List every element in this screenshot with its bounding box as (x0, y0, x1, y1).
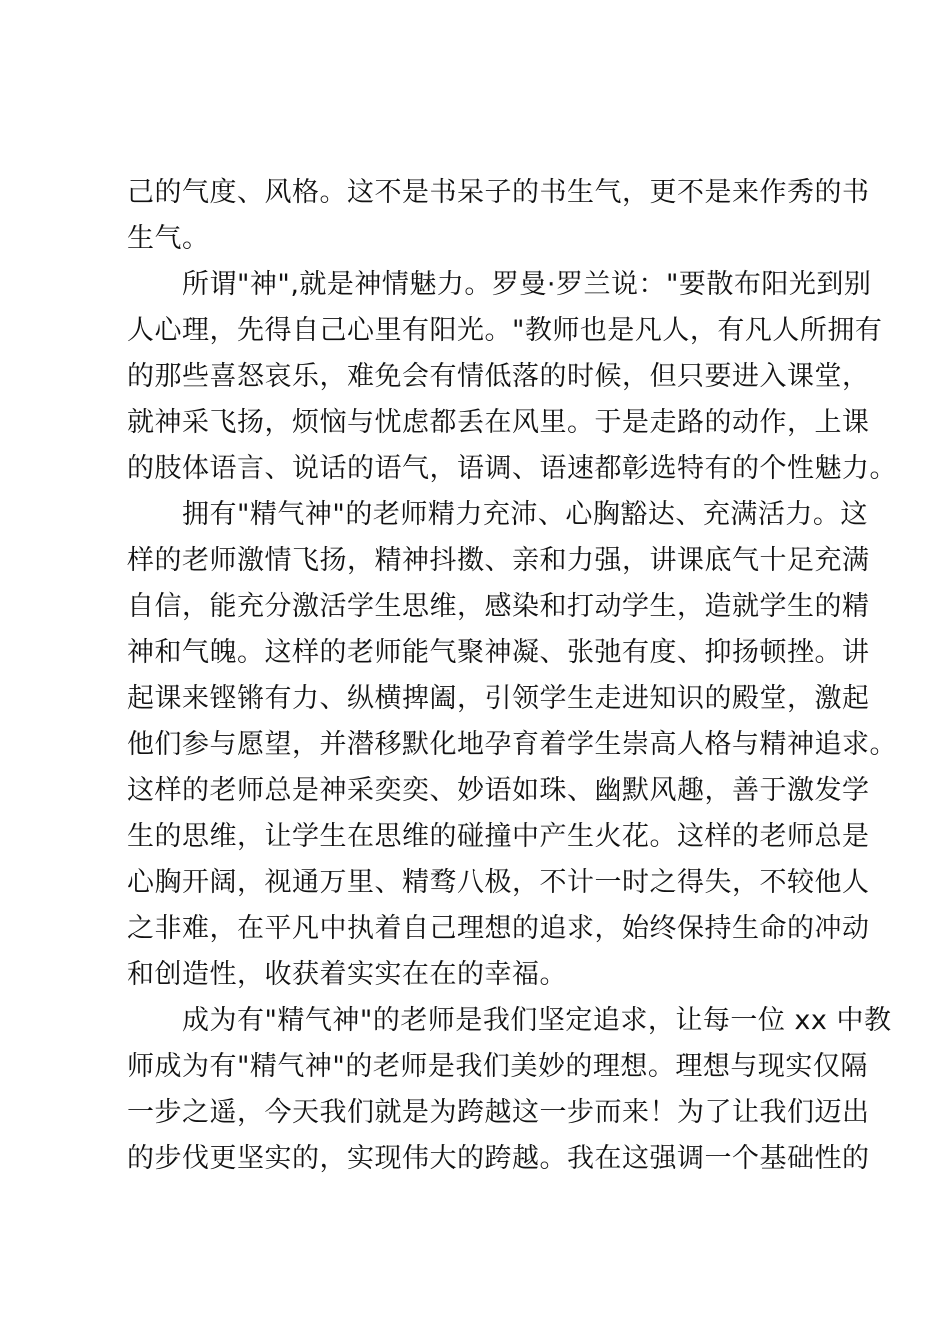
document-page (127, 170, 897, 1182)
text-line: 师成为有"精气神"的老师是我们美妙的理想。理想与现实仅隔 (127, 1051, 868, 1082)
paragraph-3 (127, 492, 897, 998)
text-line: 生的思维，让学生在思维的碰撞中产生火花。这样的老师总是 (127, 821, 870, 852)
text-line: 人心理，先得自己心里有阳光。"教师也是凡人，有凡人所拥有 (127, 315, 883, 346)
text-line: 之非难，在平凡中执着自己理想的追求，始终保持生命的冲动 (127, 913, 870, 944)
text-line: 就神采飞扬，烦恼与忧虑都丢在风里。于是走路的动作，上课 (127, 407, 870, 438)
text-line: 成为有"精气神"的老师是我们坚定追求，让每一位 xx 中教 (127, 1005, 892, 1036)
text-line: 样的老师激情飞扬，精神抖擞、亲和力强，讲课底气十足充满 (127, 545, 870, 576)
text-line: 的步伐更坚实的，实现伟大的跨越。我在这强调一个基础性的 (127, 1143, 870, 1174)
text-line: 的肢体语言、说话的语气，语调、语速都彰选特有的个性魅力。 (127, 453, 897, 484)
text-line: 拥有"精气神"的老师精力充沛、心胸豁达、充满活力。这 (127, 499, 868, 530)
text-line: 所谓"神",就是神情魅力。罗曼·罗兰说："要散布阳光到别 (127, 269, 872, 300)
text-line: 生气。 (127, 223, 210, 254)
paragraph-1 (127, 170, 870, 262)
text-line: 自信，能充分激活学生思维，感染和打动学生，造就学生的精 (127, 591, 870, 622)
text-line: 一步之遥，今天我们就是为跨越这一步而来！为了让我们迈出 (127, 1097, 870, 1128)
text-line: 起课来铿锵有力、纵横捭阖，引领学生走进知识的殿堂，激起 (127, 683, 870, 714)
paragraph-4 (127, 998, 892, 1182)
text-line: 和创造性，收获着实实在在的幸福。 (127, 959, 567, 990)
paragraph-2 (127, 262, 897, 492)
text-line: 这样的老师总是神采奕奕、妙语如珠、幽默风趣，善于激发学 (127, 775, 870, 806)
text-line: 己的气度、风格。这不是书呆子的书生气，更不是来作秀的书 (127, 177, 870, 208)
text-line: 心胸开阔，视通万里、精骛八极，不计一时之得失，不较他人 (127, 867, 870, 898)
text-line: 神和气魄。这样的老师能气聚神凝、张弛有度、抑扬顿挫。讲 (127, 637, 870, 668)
text-line: 他们参与愿望，并潜移默化地孕育着学生崇高人格与精神追求。 (127, 729, 897, 760)
text-line: 的那些喜怒哀乐，难免会有情低落的时候，但只要进入课堂， (127, 361, 870, 392)
